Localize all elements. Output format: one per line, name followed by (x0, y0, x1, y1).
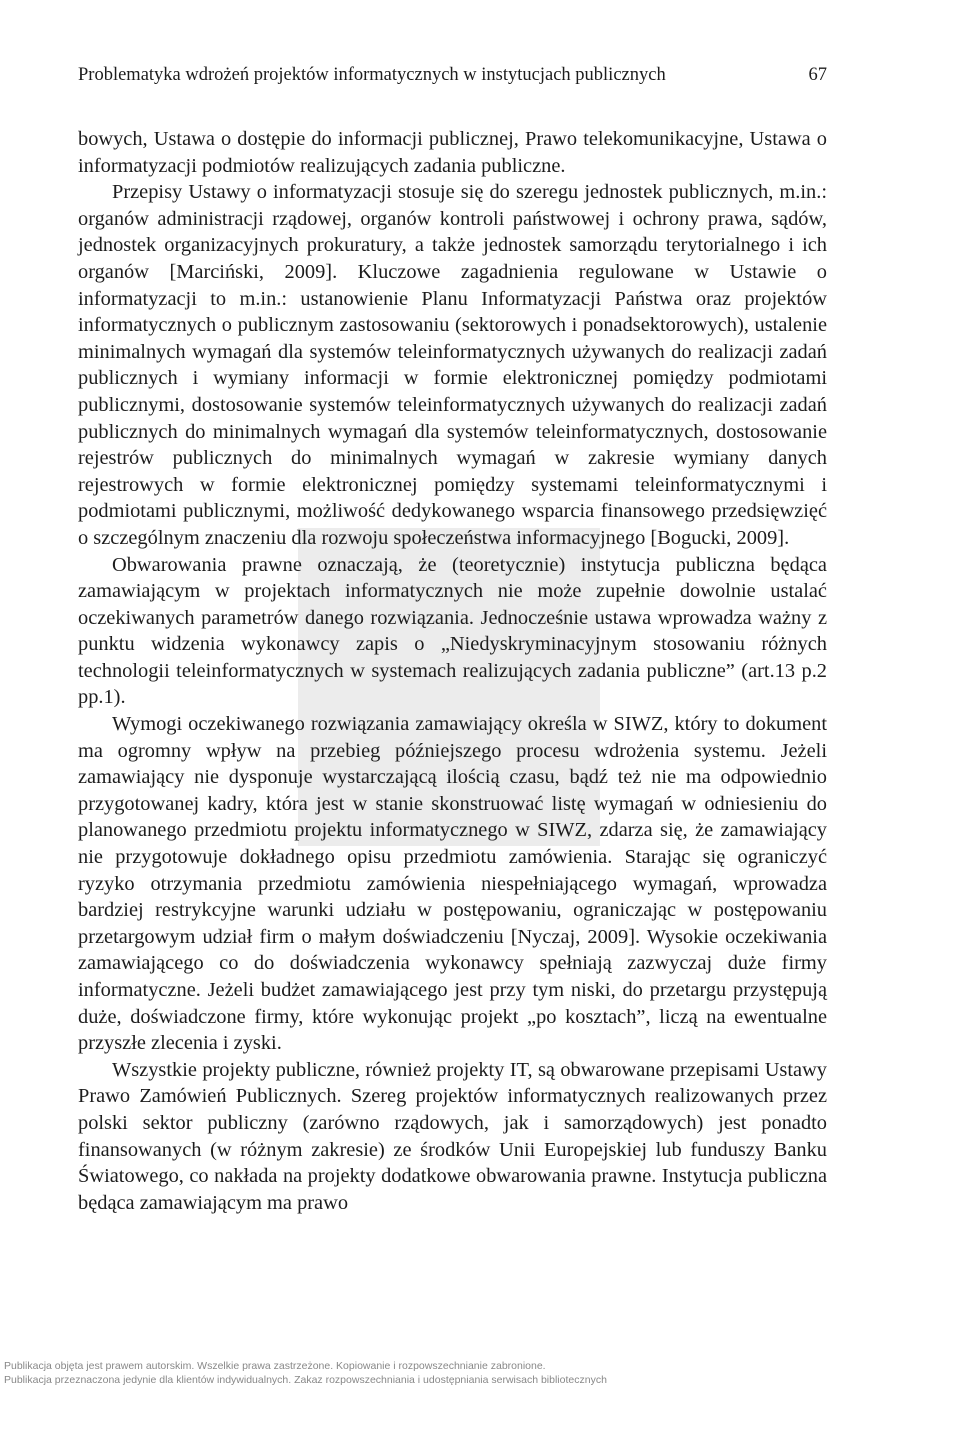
paragraph: Wymogi oczekiwanego rozwiązania zamawiający określa w SIWZ, który to dokument ma ogromny wpływ na przebieg późniejszego procesu wdrożenia systemu. Jeżeli zamawiający nie dysponuje wystarczającą ilością czasu, bądź też nie ma odpowiednio przygotowanej kadry, która jest w stanie skonstruować listę wymagań w odniesieniu do planowanego przedmiotu projektu informatycznego w SIWZ, zdarza się, że zamawiający nie przygotowuje dokładnego opisu przedmiotu zamówienia. Starając się ograniczyć ryzyko otrzymania przedmiotu zamówienia niespełniającego wymagań, wprowadza bardziej restrykcyjne warunki udziału w postępowaniu, ograniczając w postępowaniu przetargowym udział firm o małym doświadczeniu [Nyczaj, 2009]. Wysokie oczekiwania zamawiającego co do doświadczenia wykonawcy spełniają zazwyczaj duże firmy informatyczne. Jeżeli budżet zamawiającego jest przy tym niski, do przetargu przystępują duże, doświadczone firmy, które wykonując projekt „po kosztach”, liczą na ewentualne przyszłe zlecenia i zyski. (78, 713, 827, 1055)
paragraph: Przepisy Ustawy o informatyzacji stosuje się do szeregu jednostek publicznych, m.in.: organów administracji rządowej, organów kontroli państwowej i ochrony prawa, sądów, jednostek organizacyjnych prokuratury, a także jednostek samorządu terytorialnego i ich organów [Marciński, 2009]. Kluczowe zagadnienia regulowane w Ustawie o informatyzacji to m.in.: ustanowienie Planu Informatyzacji Państwa oraz projektów informatycznych o publicznym zastosowaniu (sektorowych i ponadsektorowych), ustalenie minimalnych wymagań dla systemów teleinformatycznych używanych do realizacji zadań publicznych i wymiany informacji w formie elektronicznej pomiędzy podmiotami publicznymi, dostosowanie systemów teleinformatycznych używanych do realizacji zadań publicznych do minimalnych wymagań dla systemów teleinformatycznych, dostosowanie rejestrów publicznych do minimalnych wymagań w zakresie wymiany danych rejestrowych w formie elektronicznej pomiędzy systemami teleinformatycznymi i podmiotami publicznymi, możliwość dedykowanego wsparcia finansowego przedsięwzięć o szczególnym znaczeniu dla rozwoju społeczeństwa informacyjnego [Bogucki, 2009]. (78, 181, 827, 549)
body-text (78, 126, 827, 1216)
page-number: 67 (808, 65, 827, 85)
paragraph: Wszystkie projekty publiczne, również projekty IT, są obwarowane przepisami Ustawy Prawo Zamówień Publicznych. Szereg projektów informatycznych realizowanych przez polski sektor publiczny (zarówno rządowych, jak i samorządowych) jest ponadto finansowanych (w różnym zakresie) ze środków Unii Europejskiej lub funduszy Banku Światowego, co nakłada na projekty dodatkowe obwarowania prawne. Instytucja publiczna będąca zamawiającym ma prawo (78, 1058, 827, 1214)
footer-line: Publikacja przeznaczona jedynie dla klientów indywidualnych. Zakaz rozpowszechniania i udostępniania serwisach bibliotecznych (4, 1374, 607, 1386)
running-title: Problematyka wdrożeń projektów informatycznych w instytucjach publicznych (78, 65, 666, 85)
paragraph-continued: bowych, Ustawa o dostępie do informacji publicznej, Prawo telekomunikacyjne, Ustawa o informatyzacji podmiotów realizujących zadania publiczne. (78, 128, 827, 177)
footer-line: Publikacja objęta jest prawem autorskim. Wszelkie prawa zastrzeżone. Kopiowanie i rozpowszechnianie zabronione. (4, 1360, 546, 1372)
paragraph: Obwarowania prawne oznaczają, że (teoretycznie) instytucja publiczna będąca zamawiającym w projektach informatycznych nie może zupełnie dowolnie ustalać oczekiwanych parametrów danego rozwiązania. Jednocześnie ustawa wprowadza ważny z punktu widzenia wykonawcy zapis o „Niedyskryminacyjnym stosowaniu różnych technologii teleinformatycznych w systemach realizujących zadania publiczne” (art.13 p.2 pp.1). (78, 553, 827, 709)
copyright-footer (4, 1359, 607, 1387)
